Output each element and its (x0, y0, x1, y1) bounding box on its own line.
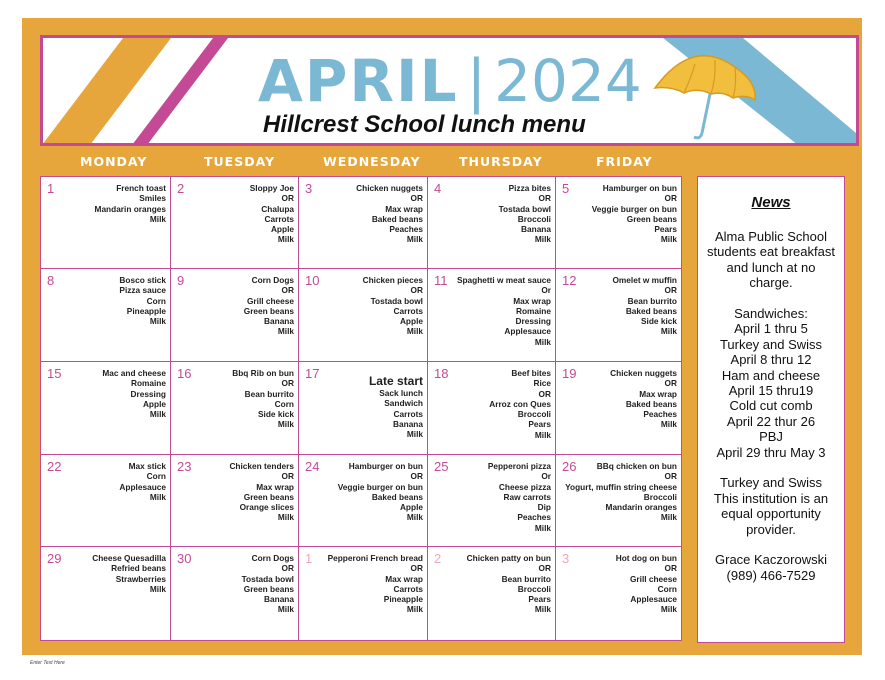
menu-item: Veggie burger on bun (337, 481, 423, 492)
menu-item: Strawberries (115, 573, 166, 584)
menu-item: Broccoli (517, 213, 551, 224)
menu-items (467, 553, 551, 615)
day-cell (555, 268, 682, 362)
menu-item: Milk (277, 326, 294, 337)
menu-items (592, 183, 677, 245)
day-number: 22 (47, 459, 62, 474)
day-cell (555, 361, 682, 455)
menu-item: OR (538, 193, 551, 204)
menu-item: OR (410, 285, 423, 296)
menu-item: Milk (660, 604, 677, 615)
menu-item: Arroz con Ques (489, 398, 551, 409)
page-subtitle: Hillcrest School lunch menu (263, 111, 586, 138)
menu-item: Milk (660, 234, 677, 245)
menu-items (95, 183, 166, 224)
menu-item: Applesauce (630, 594, 677, 605)
menu-item: Banana (264, 316, 294, 327)
menu-item: Mandarin oranges (94, 203, 166, 214)
menu-items (489, 368, 551, 440)
menu-item: Sack lunch (379, 388, 423, 398)
day-cell (40, 361, 171, 455)
menu-item: Milk (406, 604, 423, 615)
menu-item: Broccoli (517, 583, 551, 594)
menu-item: OR (281, 471, 294, 482)
menu-item: Beef bites (511, 368, 551, 378)
menu-item: Milk (149, 409, 166, 420)
menu-item: Milk (406, 234, 423, 245)
menu-item: Milk (277, 512, 294, 523)
menu-item: Applesauce (504, 326, 551, 337)
day-cell (427, 176, 556, 269)
day-number: 26 (562, 459, 577, 474)
blue-stripe-decoration (663, 38, 859, 146)
day-number: 4 (434, 181, 442, 196)
day-cell (555, 176, 682, 269)
news-body (698, 229, 844, 583)
calendar-header (40, 35, 859, 146)
menu-item: Chicken nuggets (356, 183, 423, 193)
menu-items (250, 183, 294, 245)
news-line: Grace Kaczorowski (715, 552, 827, 568)
menu-item: Milk (534, 522, 551, 533)
menu-item: Milk (406, 326, 423, 337)
news-line: Turkey and Swiss (719, 336, 823, 352)
news-line (698, 460, 844, 475)
day-number: 29 (47, 551, 62, 566)
menu-item: Sloppy Joe (249, 183, 294, 193)
menu-item: Dressing (515, 316, 551, 327)
day-number: 19 (562, 366, 577, 381)
news-line: Cold cut comb (729, 398, 813, 414)
menu-item: Pineapple (126, 305, 166, 316)
menu-item: Applesauce (119, 481, 166, 492)
menu-items (232, 368, 294, 430)
menu-item: Apple (399, 502, 423, 513)
news-line: April 8 thru 12 (730, 352, 812, 368)
menu-items (102, 368, 166, 419)
menu-item: Side kick (641, 316, 677, 327)
menu-items (457, 275, 551, 347)
menu-item: Cheese pizza (498, 481, 551, 492)
menu-item: OR (281, 193, 294, 204)
menu-item: Corn (146, 471, 166, 482)
title-year: 2024 (494, 47, 642, 115)
day-cell (40, 454, 171, 547)
menu-item: Max stick (128, 461, 166, 471)
menu-item: Hot dog on bun (615, 553, 677, 563)
menu-item: Veggie burger on bun (591, 203, 677, 214)
menu-item: Romaine (130, 378, 166, 389)
news-line: students eat breakfast (707, 244, 835, 260)
day-cell (298, 361, 428, 455)
day-number: 8 (47, 273, 55, 288)
menu-item: Max wrap (385, 203, 423, 214)
menu-item: Milk (534, 336, 551, 347)
news-line: April 29 thru May 3 (716, 444, 826, 460)
day-cell (40, 546, 171, 641)
menu-item: OR (664, 378, 677, 389)
menu-item: Carrots (393, 583, 423, 594)
day-cell (427, 268, 556, 362)
menu-item: OR (281, 285, 294, 296)
menu-item: Orange slices (239, 502, 294, 513)
menu-item: Cheese Quesadilla (92, 553, 166, 563)
menu-item: Chalupa (261, 203, 294, 214)
day-number: 2 (434, 551, 442, 566)
day-cell (170, 268, 299, 362)
menu-item: Carrots (393, 408, 423, 419)
menu-item: OR (664, 193, 677, 204)
news-panel (697, 176, 845, 643)
day-header-friday: FRIDAY (596, 154, 653, 169)
menu-item: Chicken tenders (229, 461, 294, 471)
day-number: 30 (177, 551, 192, 566)
menu-item: Pepperoni French bread (327, 553, 423, 563)
menu-item: Pears (528, 419, 551, 430)
day-cell (427, 454, 556, 547)
menu-item: Corn (146, 295, 166, 306)
day-number: 12 (562, 273, 577, 288)
news-line: (989) 466-7529 (726, 567, 816, 583)
menu-item: Apple (270, 224, 294, 235)
menu-item: Baked beans (625, 398, 677, 409)
page-title (258, 48, 642, 114)
news-line: Alma Public School (715, 229, 827, 244)
title-month: APRIL (258, 47, 459, 115)
menu-item: Banana (521, 224, 551, 235)
menu-item: Milk (660, 326, 677, 337)
menu-item: Dressing (130, 388, 166, 399)
menu-items (616, 553, 677, 615)
menu-items (244, 275, 294, 337)
menu-items (119, 275, 166, 326)
menu-item: Green beans (243, 305, 294, 316)
menu-item: Baked beans (625, 305, 677, 316)
menu-item: Corn (274, 398, 294, 409)
menu-item: Milk (534, 429, 551, 440)
menu-items (338, 461, 423, 523)
menu-item: OR (410, 563, 423, 574)
menu-item: Corn (657, 583, 677, 594)
day-header-monday: MONDAY (80, 154, 148, 169)
menu-item: Hamburger on bun (602, 183, 677, 193)
news-line: PBJ (759, 429, 783, 445)
news-line: This institution is an (713, 490, 829, 506)
menu-item: Baked beans (371, 213, 423, 224)
menu-item: Chicken nuggets (610, 368, 677, 378)
day-cell (427, 546, 556, 641)
menu-item: Bean burrito (501, 573, 551, 584)
menu-item: Pears (528, 594, 551, 605)
menu-item: Carrots (264, 213, 294, 224)
day-number: 17 (305, 366, 320, 381)
menu-item: Green beans (243, 583, 294, 594)
menu-item: OR (538, 388, 551, 399)
day-number: 16 (177, 366, 192, 381)
menu-item: Corn Dogs (251, 553, 294, 563)
news-line (698, 537, 844, 552)
menu-item: Milk (406, 429, 423, 440)
day-header-tuesday: TUESDAY (204, 154, 276, 169)
menu-item: Omelet w muffin (612, 275, 677, 285)
menu-item: Pineapple (383, 594, 423, 605)
menu-item: Pizza sauce (119, 285, 166, 296)
news-line: charge. (749, 275, 793, 291)
day-number: 1 (305, 551, 313, 566)
news-line: April 22 thur 26 (726, 413, 816, 429)
day-number: 15 (47, 366, 62, 381)
menu-item: Hamburger on bun (348, 461, 423, 471)
day-number: 23 (177, 459, 192, 474)
menu-items (612, 275, 677, 337)
menu-item: Milk (149, 316, 166, 327)
menu-items (363, 275, 423, 337)
menu-item: Raw carrots (503, 491, 551, 502)
day-cell (170, 176, 299, 269)
menu-item: Milk (149, 583, 166, 594)
news-heading: News (751, 194, 791, 211)
menu-item: Mandarin oranges (605, 502, 677, 513)
news-line: Ham and cheese (721, 367, 821, 383)
menu-item: OR (664, 563, 677, 574)
day-cell (555, 454, 682, 547)
menu-item: Refried beans (111, 563, 166, 574)
news-line: equal opportunity (721, 506, 821, 522)
menu-item: Tostada bowl (241, 573, 294, 584)
menu-item: Bbq Rib on bun (232, 368, 294, 378)
menu-item: Corn Dogs (251, 275, 294, 285)
menu-item: Chicken pieces (362, 275, 423, 285)
day-cell (40, 176, 171, 269)
menu-item: Sandwich (384, 398, 423, 409)
day-cell (427, 361, 556, 455)
menu-item: Milk (277, 419, 294, 430)
menu-item: Banana (264, 594, 294, 605)
menu-item: OR (410, 471, 423, 482)
day-cell (298, 268, 428, 362)
menu-item: Apple (399, 316, 423, 327)
menu-items (499, 183, 551, 245)
menu-items (328, 553, 423, 615)
menu-item: French toast (116, 183, 166, 193)
menu-item: Milk (660, 512, 677, 523)
menu-items (356, 183, 423, 245)
menu-item: Max wrap (639, 388, 677, 399)
menu-item: OR (410, 193, 423, 204)
menu-item: OR (281, 378, 294, 389)
day-cell (298, 454, 428, 547)
menu-item: Milk (660, 419, 677, 430)
menu-item: Tostada bowl (498, 203, 551, 214)
menu-item: Spaghetti w meat sauce (456, 275, 551, 285)
day-number: 24 (305, 459, 320, 474)
menu-item: Pizza bites (508, 183, 551, 193)
menu-items (92, 553, 166, 594)
menu-item: Milk (277, 234, 294, 245)
day-number: 9 (177, 273, 185, 288)
menu-item: Or (541, 471, 551, 482)
day-cell (298, 546, 428, 641)
menu-item: Milk (534, 234, 551, 245)
menu-item: Tostada bowl (370, 295, 423, 306)
menu-item: Max wrap (256, 481, 294, 492)
day-number: 18 (434, 366, 449, 381)
menu-item: Baked beans (371, 491, 423, 502)
menu-items (565, 461, 677, 523)
menu-item: Milk (534, 604, 551, 615)
menu-item: Banana (393, 418, 423, 429)
menu-item: Milk (149, 491, 166, 502)
menu-item: Side kick (258, 409, 294, 420)
menu-item: Bean burrito (627, 295, 677, 306)
news-line (698, 291, 844, 306)
menu-item: Smiles (139, 193, 166, 204)
menu-items (369, 374, 423, 439)
menu-item: Bosco stick (119, 275, 166, 285)
menu-item: Carrots (393, 305, 423, 316)
day-number: 10 (305, 273, 320, 288)
footer-placeholder-text: Enter Text Here (30, 660, 65, 666)
day-cell (298, 176, 428, 269)
menu-item: Broccoli (517, 409, 551, 420)
menu-item: Grill cheese (246, 295, 294, 306)
day-number: 25 (434, 459, 449, 474)
day-cell (170, 361, 299, 455)
menu-item: Green beans (243, 491, 294, 502)
news-line: Sandwiches: (734, 306, 808, 322)
day-number: 2 (177, 181, 185, 196)
menu-item: Pears (654, 224, 677, 235)
menu-item: OR (664, 471, 677, 482)
day-header-wednesday: WEDNESDAY (323, 154, 421, 169)
menu-item: Peaches (389, 224, 423, 235)
menu-item: Grill cheese (629, 573, 677, 584)
title-divider: | (466, 47, 487, 115)
menu-item: OR (664, 285, 677, 296)
menu-item: Milk (277, 604, 294, 615)
day-cell (555, 546, 682, 641)
menu-items (610, 368, 677, 430)
day-cell (170, 454, 299, 547)
news-line: Turkey and Swiss (719, 475, 823, 491)
menu-items (229, 461, 294, 523)
day-cell (170, 546, 299, 641)
menu-item: Green beans (626, 213, 677, 224)
menu-item: Milk (149, 213, 166, 224)
menu-item: Or (541, 285, 551, 296)
menu-item: OR (281, 563, 294, 574)
menu-item: Peaches (643, 409, 677, 420)
menu-item: Max wrap (385, 573, 423, 584)
menu-item: Broccoli (643, 491, 677, 502)
news-line: April 1 thru 5 (734, 321, 808, 337)
menu-items (488, 461, 551, 533)
day-number: 5 (562, 181, 570, 196)
menu-item: Chicken patty on bun (466, 553, 551, 563)
menu-items (242, 553, 294, 615)
menu-item: BBq chicken on bun (596, 461, 677, 471)
day-number: 3 (562, 551, 570, 566)
day-number: 3 (305, 181, 313, 196)
menu-item: Rice (533, 378, 551, 389)
menu-item: Yogurt, muffin string cheese (565, 481, 677, 492)
day-header-thursday: THURSDAY (459, 154, 543, 169)
news-line: provider. (746, 521, 796, 537)
menu-item: Max wrap (513, 295, 551, 306)
menu-item: OR (538, 563, 551, 574)
menu-item: Pepperoni pizza (487, 461, 551, 471)
menu-item: Peaches (517, 512, 551, 523)
menu-items (119, 461, 166, 502)
menu-item: Apple (142, 398, 166, 409)
menu-item: Mac and cheese (102, 368, 166, 378)
menu-headline: Late start (368, 374, 423, 388)
menu-item: Romaine (515, 305, 551, 316)
news-line: April 15 thru19 (728, 383, 814, 399)
menu-item: Bean burrito (244, 388, 294, 399)
news-line: and lunch at no (726, 259, 816, 275)
day-number: 11 (434, 273, 448, 288)
menu-item: Dip (537, 502, 551, 513)
day-number: 1 (47, 181, 55, 196)
menu-item: Milk (406, 512, 423, 523)
day-cell (40, 268, 171, 362)
